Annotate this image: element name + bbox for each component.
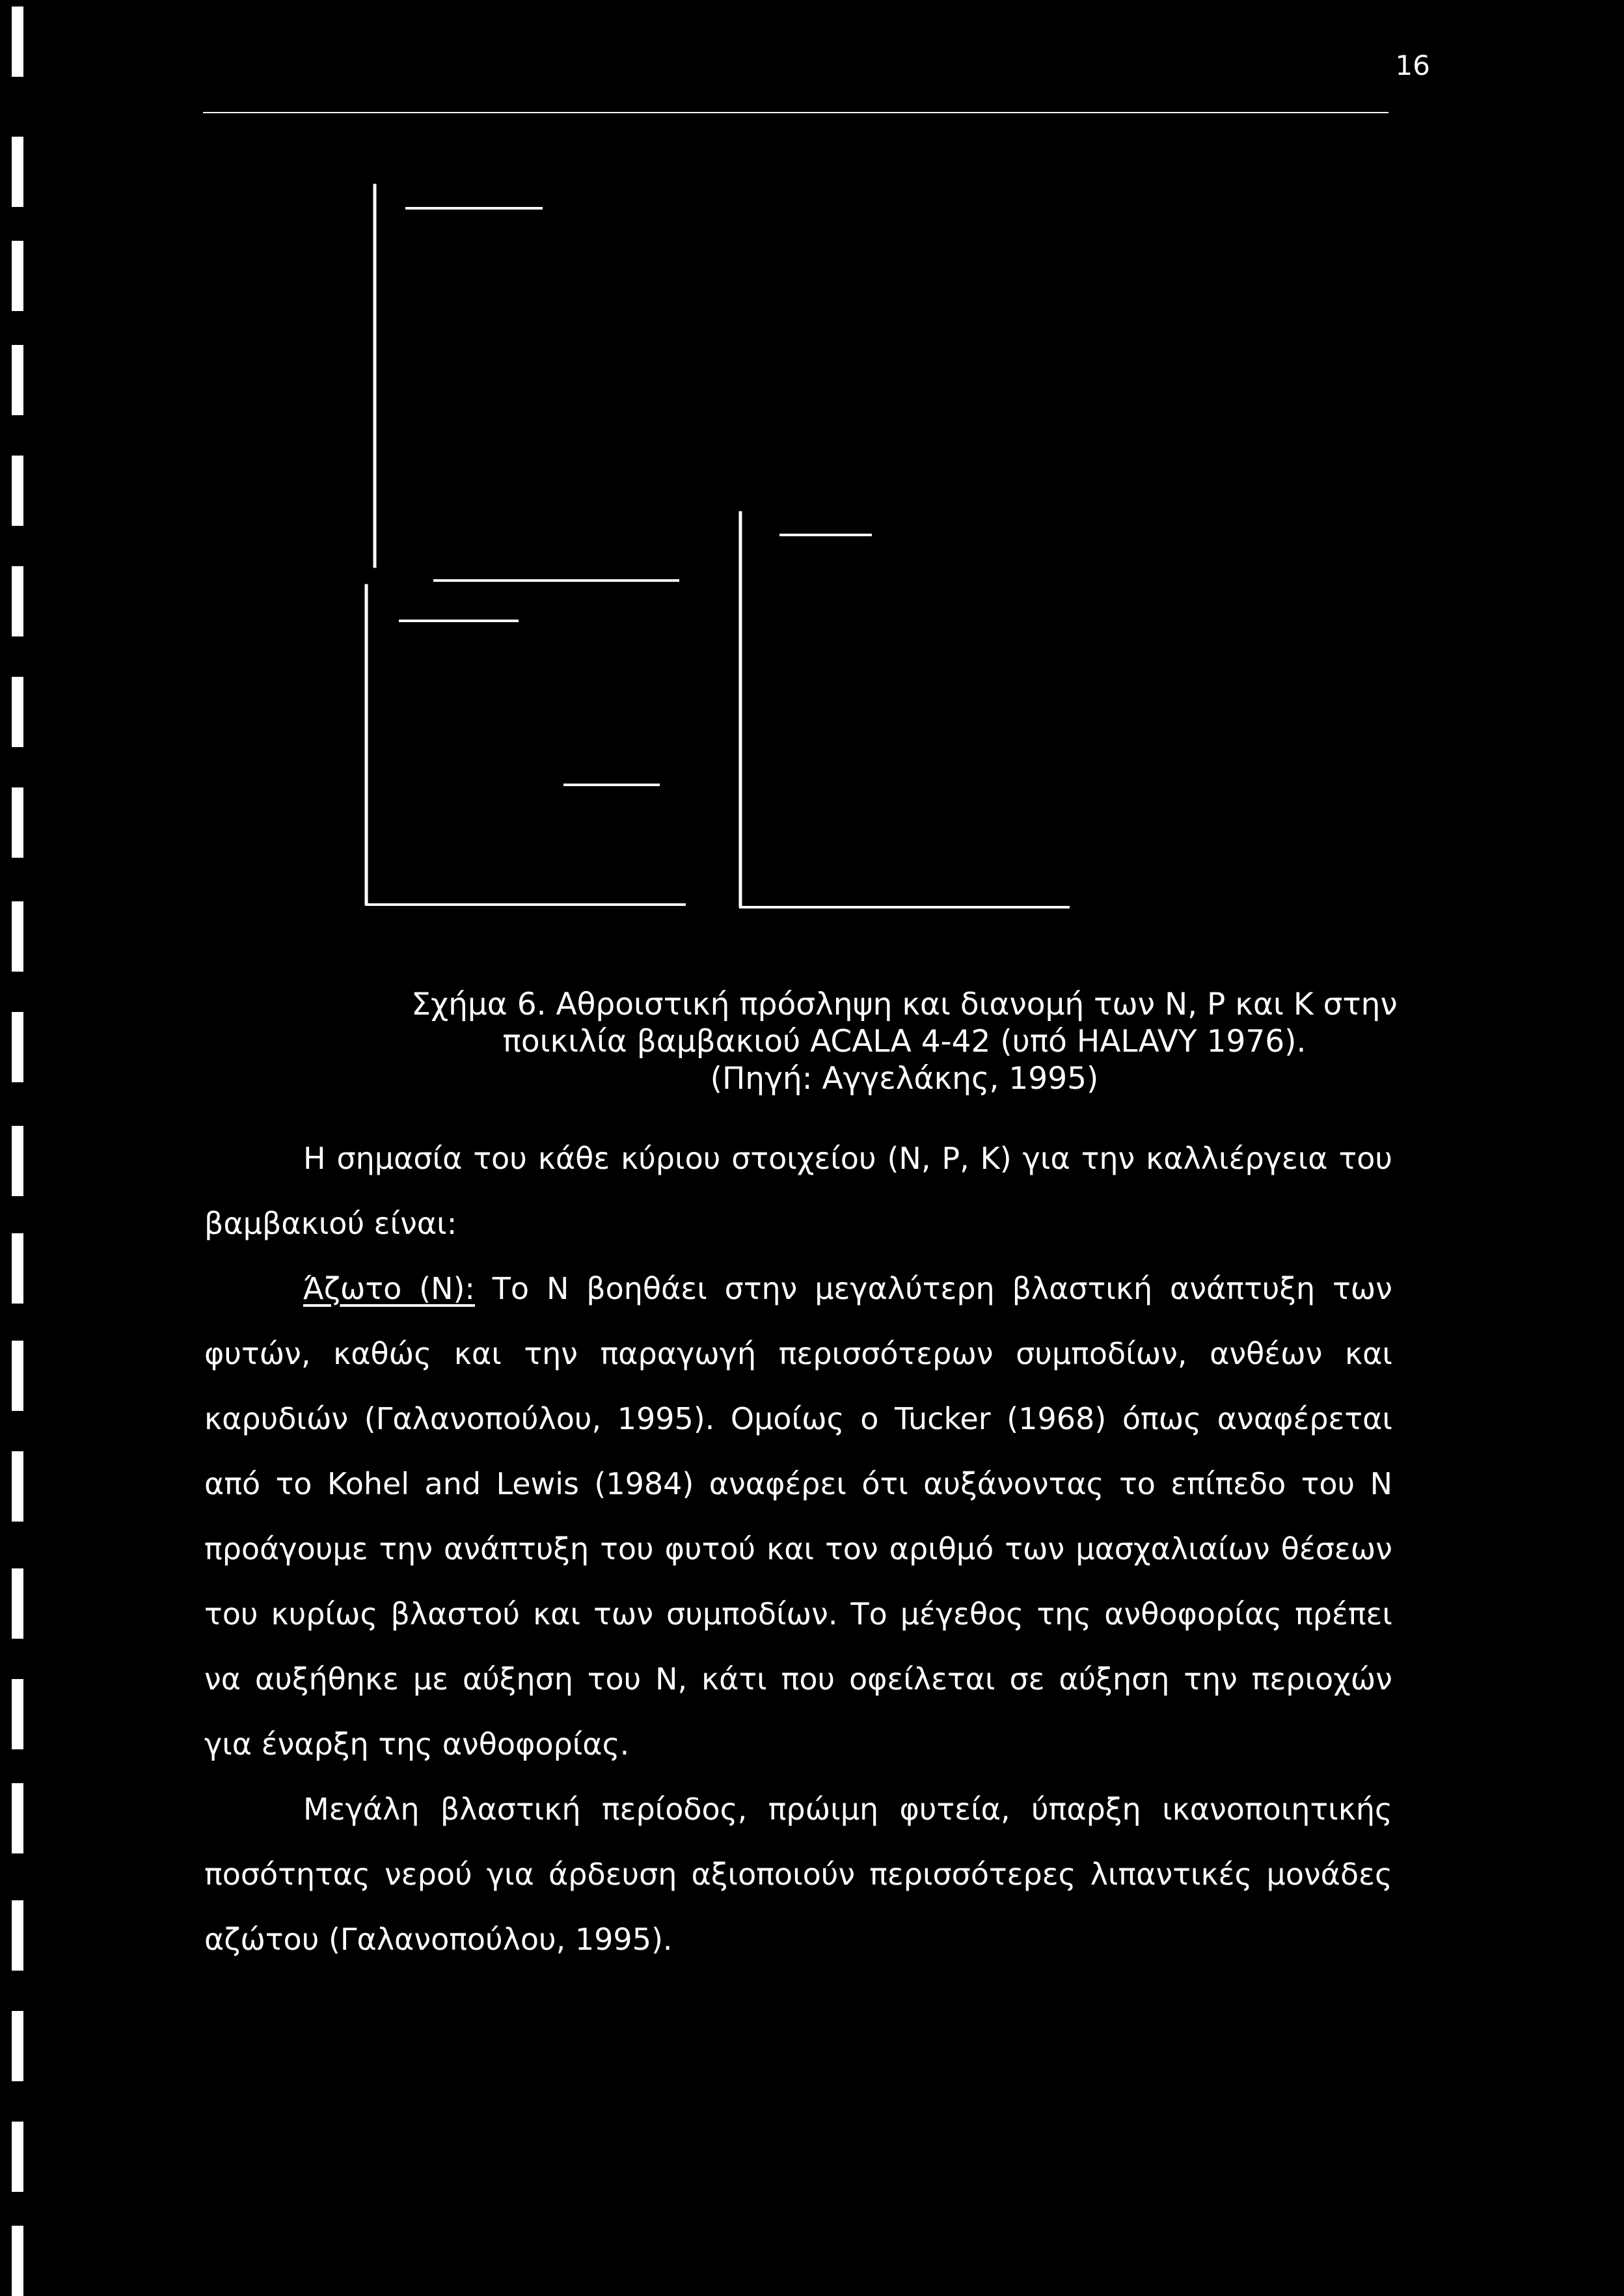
figure-caption (351, 986, 1457, 1097)
caption-line-1: Σχήμα 6. Αθροιστική πρόσληψη και διανομή των N, P και K στην (411, 987, 1398, 1022)
nitrogen-heading: Άζωτο (N): (303, 1271, 475, 1306)
figure-6-faded-chart (0, 0, 1624, 937)
caption-line-2: ποικιλία βαμβακιού ACALA 4-42 (υπό HALAVY 1976). (502, 1024, 1306, 1059)
nitrogen-text: Το N βοηθάει στην μεγαλύτερη βλαστική ανάπτυξη των φυτών, καθώς και την παραγωγή περισσότερων συμποδίων, ανθέων και καρυδιών (Γαλανοπούλου, 1995). Ομοίως ο Tucker (1968) όπως αναφέρεται από το Kohel and Lewis (1984) αναφέρει ότι αυξάνοντας το επίπεδο του N προάγουμε την ανάπτυξη του φυτού και τον αριθμό των μασχαλιαίων θέσεων του κυρίως βλαστού και των συμποδίων. Το μέγεθος της ανθοφορίας πρέπει να αυξήθηκε με αύξηση του N, κάτι που οφείλεται σε αύξηση την περιοχών για έναρξη της ανθοφορίας. (204, 1271, 1392, 1762)
paragraph-growth-period: Μεγάλη βλαστική περίοδος, πρώιμη φυτεία, ύπαρξη ικανοποιητικής ποσότητας νερού για άρδευση αξιοποιούν περισσότερες λιπαντικές μονάδες αζώτου (Γαλανοπούλου, 1995). (204, 1792, 1392, 1957)
paragraph-nitrogen (204, 1256, 1392, 1777)
caption-line-3: (Πηγή: Αγγελάκης, 1995) (710, 1061, 1099, 1097)
page-number: 16 (1395, 49, 1430, 81)
body-text (204, 1126, 1392, 1972)
paragraph-intro: Η σημασία του κάθε κύριου στοιχείου (N, P, K) για την καλλιέργεια του βαμβακιού είναι: (204, 1141, 1392, 1241)
